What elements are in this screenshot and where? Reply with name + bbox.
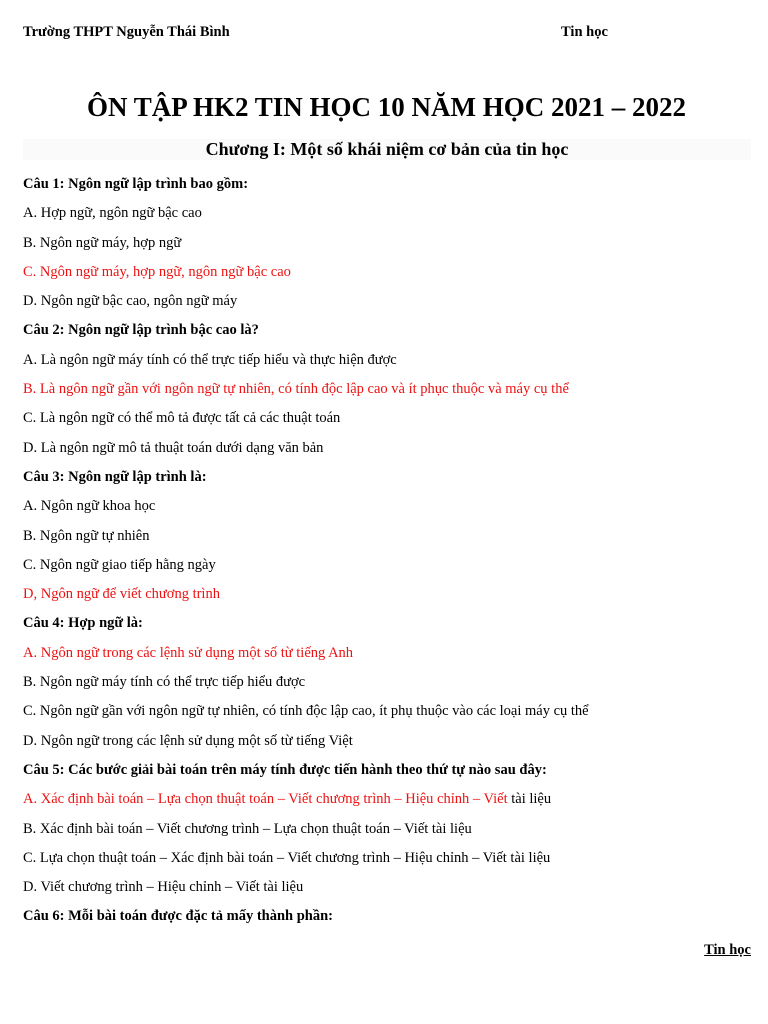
q4-option-c: C. Ngôn ngữ gần với ngôn ngữ tự nhiên, có tính độc lập cao, ít phụ thuộc vào các loại máy cụ thể (23, 703, 589, 720)
question-1: Câu 1: Ngôn ngữ lập trình bao gồm: (23, 176, 249, 192)
q4-option-d: D. Ngôn ngữ trong các lệnh sử dụng một số từ tiếng Việt (23, 732, 353, 749)
q3-option-b: B. Ngôn ngữ tự nhiên (23, 527, 150, 544)
q2-option-c: C. Là ngôn ngữ có thể mô tả được tất cả các thuật toán (23, 410, 341, 427)
q5-option-a (23, 785, 763, 814)
question-3: Câu 3: Ngôn ngữ lập trình là: (23, 468, 207, 485)
footer-subject: Tin học (704, 942, 751, 958)
q3-option-a: A. Ngôn ngữ khoa học (23, 498, 156, 515)
q1-option-d: D. Ngôn ngữ bậc cao, ngôn ngữ máy (23, 293, 238, 310)
q5-option-b: B. Xác định bài toán – Viết chương trình – Lựa chọn thuật toán – Viết tài liệu (23, 820, 472, 837)
question-4: Câu 4: Hợp ngữ là: (23, 615, 143, 632)
school-name: Trường THPT Nguyễn Thái Bình (23, 24, 230, 40)
q1-option-c-correct: C. Ngôn ngữ máy, hợp ngữ, ngôn ngữ bậc cao (23, 263, 291, 280)
q2-option-b-correct: B. Là ngôn ngữ gần với ngôn ngữ tự nhiên, có tính độc lập cao và ít phục thuộc và máy cụ thể (23, 381, 569, 398)
chapter-heading: Chương I: Một số khái niệm cơ bản của tin học (23, 139, 751, 160)
q1-option-a: A. Hợp ngữ, ngôn ngữ bậc cao (23, 205, 202, 222)
q5-option-d: D. Viết chương trình – Hiệu chỉnh – Viết tài liệu (23, 879, 304, 896)
q5-option-c: C. Lựa chọn thuật toán – Xác định bài toán – Viết chương trình – Hiệu chỉnh – Viết tài liệu (23, 849, 551, 866)
question-6: Câu 6: Mỗi bài toán được đặc tả mấy thành phần: (23, 908, 333, 925)
q5-option-a-correct-part: A. Xác định bài toán – Lựa chọn thuật toán – Viết chương trình – Hiệu chỉnh – Viết (23, 791, 508, 808)
question-5: Câu 5: Các bước giải bài toán trên máy tính được tiến hành theo thứ tự nào sau đây: (23, 761, 547, 778)
subject-header: Tin học (561, 24, 608, 40)
q4-option-a-correct: A. Ngôn ngữ trong các lệnh sử dụng một số từ tiếng Anh (23, 644, 354, 661)
q3-option-d-correct: D, Ngôn ngữ để viết chương trình (23, 586, 220, 603)
q2-option-a: A. Là ngôn ngữ máy tính có thể trực tiếp hiểu và thực hiện được (23, 351, 397, 368)
question-2: Câu 2: Ngôn ngữ lập trình bậc cao là? (23, 322, 259, 339)
q3-option-c: C. Ngôn ngữ giao tiếp hằng ngày (23, 556, 216, 573)
q2-option-d: D. Là ngôn ngữ mô tả thuật toán dưới dạng văn bản (23, 439, 324, 456)
question-list (23, 170, 763, 932)
document-title: ÔN TẬP HK2 TIN HỌC 10 NĂM HỌC 2021 – 2022 (86, 92, 687, 122)
q1-option-b: B. Ngôn ngữ máy, hợp ngữ (23, 234, 182, 251)
q5-option-a-tail: tài liệu (507, 791, 552, 808)
q4-option-b: B. Ngôn ngữ máy tính có thể trực tiếp hiểu được (23, 674, 306, 691)
